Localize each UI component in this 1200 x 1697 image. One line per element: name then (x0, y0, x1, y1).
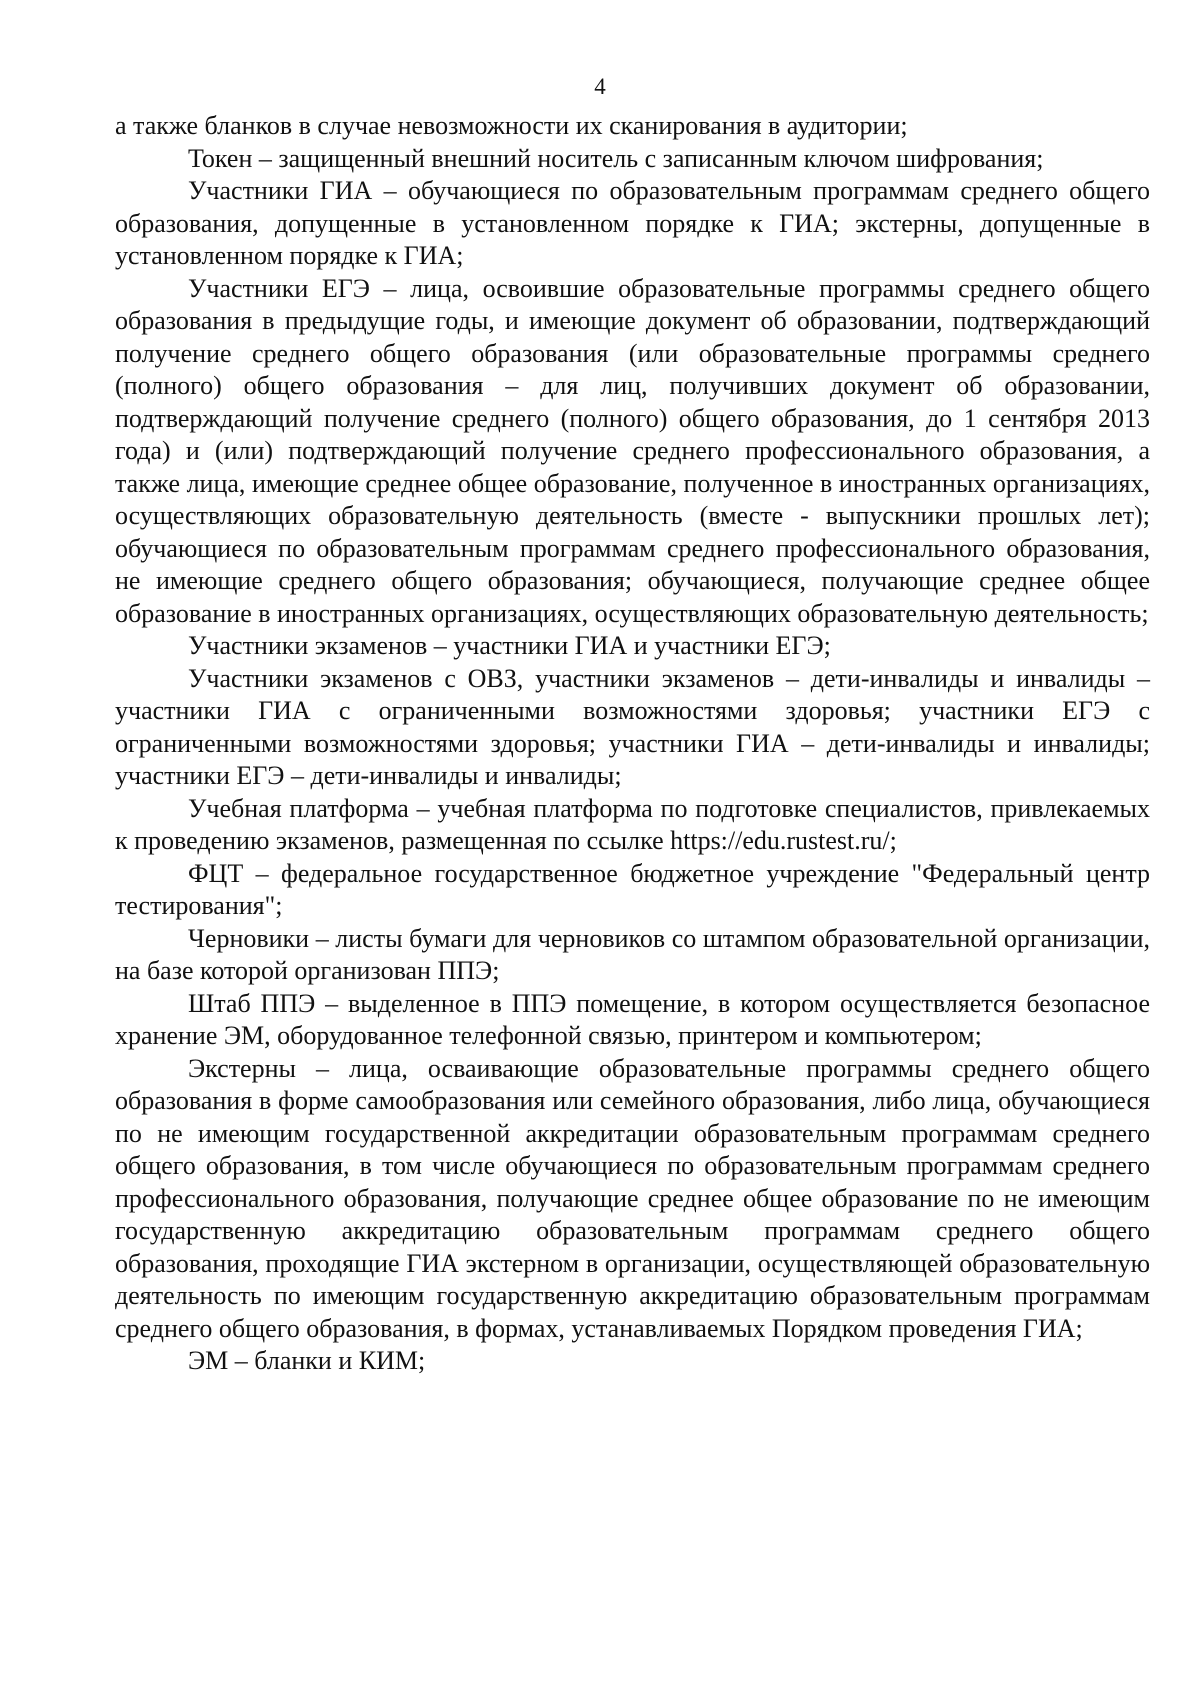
definition-externs: Экстерны – лица, осваивающие образовательные программы среднего общего образования в форме самообразования или семейного образования, либо лица, обучающиеся по не имеющим государственной аккредитации образовательным программам среднего общего образования, в том числе обучающиеся по образовательным программам среднего профессионального образования, получающие среднее общее образование по не имеющим государственную аккредитацию образовательным программам среднего общего образования, проходящие ГИА экстерном в организации, осуществляющей образовательную деятельность по имеющим государственную аккредитацию образовательным программам среднего общего образования, в формах, устанавливаемых Порядком проведения ГИА; (115, 1053, 1150, 1343)
definition-token: Токен – защищенный внешний носитель с записанным ключом шифрования; (188, 143, 1044, 173)
definition-gia-participants: Участники ГИА – обучающиеся по образовательным программам среднего общего образования, допущенные в установленном порядке к ГИА; экстерны, допущенные в установленном порядке к ГИА; (115, 176, 1150, 270)
definition-ege-participants: Участники ЕГЭ – лица, освоившие образовательные программы среднего общего образования в предыдущие годы, и имеющие документ об образовании, подтверждающий получение среднего общего образования (или образовательные программы среднего (полного) общего образования – для лиц, получивших документ об образовании, подтверждающий получение среднего (полного) общего образования, до 1 сентября 2013 года) и (или) подтверждающий получение среднего профессионального образования, а также лица, имеющие среднее общее образование, полученное в иностранных организациях, осуществляющих образовательную деятельность (вместе - выпускники прошлых лет); обучающиеся по образовательным программам среднего профессионального образования, не имеющие среднего общего образования; обучающиеся, получающие среднее общее образование в иностранных организациях, осуществляющих образовательную деятельность; (115, 273, 1150, 628)
page-number: 4 (594, 74, 606, 99)
definition-ppe-headquarters: Штаб ППЭ – выделенное в ППЭ помещение, в котором осуществляется безопасное хранение ЭМ, оборудованное телефонной связью, принтером и компьютером; (115, 988, 1150, 1050)
definition-drafts: Черновики – листы бумаги для черновиков со штампом образовательной организации, на базе которой организован ППЭ; (115, 923, 1150, 985)
definition-exam-participants-ovz: Участники экзаменов с ОВЗ, участники экзаменов – дети-инвалиды и инвалиды – участники ГИА с ограниченными возможностями здоровья; участники ЕГЭ с ограниченными возможностями здоровья; участники ГИА – дети-инвалиды и инвалиды; участники ЕГЭ – дети-инвалиды и инвалиды; (115, 663, 1150, 790)
definition-em: ЭМ – бланки и КИМ; (188, 1346, 426, 1375)
definition-exam-participants: Участники экзаменов – участники ГИА и участники ЕГЭ; (188, 631, 831, 660)
document-body (115, 110, 1150, 1378)
definition-learning-platform: Учебная платформа – учебная платформа по подготовке специалистов, привлекаемых к проведению экзаменов, размещенная по ссылке https://edu.rustest.ru/; (115, 793, 1150, 855)
definition-fct: ФЦТ – федеральное государственное бюджетное учреждение "Федеральный центр тестирования"; (115, 858, 1150, 920)
paragraph-continuation: а также бланков в случае невозможности их сканирования в аудитории; (115, 111, 908, 140)
